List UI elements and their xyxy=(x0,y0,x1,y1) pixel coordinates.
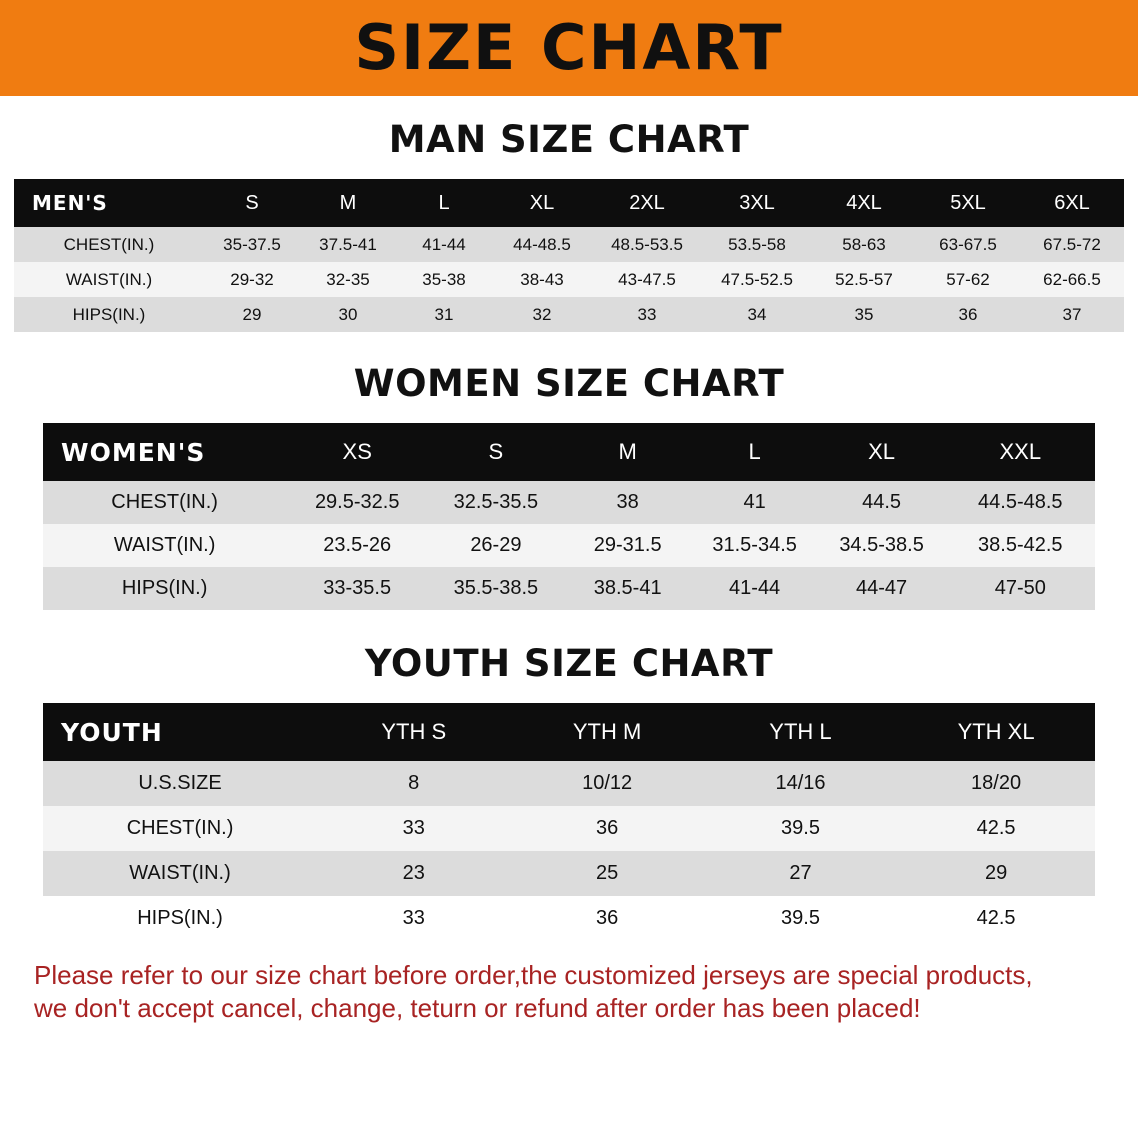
table-row xyxy=(43,896,1095,941)
women-header-s: S xyxy=(488,439,504,464)
men-header-4xl: 4XL xyxy=(846,191,882,214)
table-cell: 41-44 xyxy=(422,234,466,254)
table-cell: 32-35 xyxy=(326,269,370,289)
men-header-2xl: 2XL xyxy=(629,191,665,214)
table-cell: 38-43 xyxy=(520,269,564,289)
table-cell: 38 xyxy=(616,491,639,513)
table-cell: 44-48.5 xyxy=(513,234,571,254)
table-row xyxy=(43,806,1095,851)
youth-header-s: YTH S xyxy=(381,719,447,744)
table-cell: 36 xyxy=(595,817,619,839)
table-cell: 30 xyxy=(338,304,358,324)
table-cell: 25 xyxy=(595,862,619,884)
women-size-table xyxy=(43,423,1095,610)
table-header-row xyxy=(43,423,1095,481)
women-header-l: L xyxy=(748,439,761,464)
table-cell: 62-66.5 xyxy=(1043,269,1101,289)
women-section-title: WOMEN SIZE CHART xyxy=(353,362,785,405)
youth-header-m: YTH M xyxy=(572,719,642,744)
table-cell: 29.5-32.5 xyxy=(314,491,400,513)
table-cell: 48.5-53.5 xyxy=(611,234,683,254)
man-size-table xyxy=(14,179,1124,332)
table-cell: 63-67.5 xyxy=(939,234,997,254)
table-row xyxy=(43,851,1095,896)
page-banner xyxy=(0,0,1138,96)
table-cell: 32 xyxy=(532,304,552,324)
table-cell: 37.5-41 xyxy=(319,234,377,254)
table-cell: 53.5-58 xyxy=(728,234,786,254)
table-cell: 41-44 xyxy=(729,577,781,599)
men-header-6xl: 6XL xyxy=(1054,191,1090,214)
table-cell: 27 xyxy=(789,862,812,884)
table-cell: 44.5 xyxy=(862,491,902,513)
men-row-label-waist: WAIST(IN.) xyxy=(65,269,153,289)
table-cell: 39.5 xyxy=(781,817,820,839)
table-cell: 14/16 xyxy=(775,772,826,794)
men-row-label-chest: CHEST(IN.) xyxy=(63,234,155,254)
table-row xyxy=(14,227,1124,262)
women-row-label-waist: WAIST(IN.) xyxy=(113,534,216,556)
table-cell: 35-38 xyxy=(422,269,466,289)
table-cell: 29 xyxy=(242,304,262,324)
table-row xyxy=(43,481,1095,524)
table-cell: 67.5-72 xyxy=(1043,234,1101,254)
policy-note-line-2: we don't accept cancel, change, teturn or refund after order has been placed! xyxy=(34,993,921,1024)
table-cell: 38.5-42.5 xyxy=(978,534,1063,556)
table-cell: 23 xyxy=(402,862,425,884)
men-header-label: MEN'S xyxy=(32,191,108,215)
youth-row-label-waist: WAIST(IN.) xyxy=(129,862,231,884)
women-row-label-chest: CHEST(IN.) xyxy=(111,491,218,513)
youth-header-l: YTH L xyxy=(769,719,832,744)
youth-section-title: YOUTH SIZE CHART xyxy=(364,642,774,685)
table-cell: 57-62 xyxy=(946,269,990,289)
table-cell: 35.5-38.5 xyxy=(453,577,539,599)
table-cell: 31.5-34.5 xyxy=(712,534,797,556)
men-row-label-hips: HIPS(IN.) xyxy=(72,304,146,324)
table-row xyxy=(43,524,1095,567)
table-header-row xyxy=(14,179,1124,227)
youth-header-xl: YTH XL xyxy=(957,719,1035,744)
table-cell: 26-29 xyxy=(470,534,522,556)
table-cell: 29-31.5 xyxy=(593,534,662,556)
page-title: SIZE CHART xyxy=(354,11,784,84)
table-cell: 34 xyxy=(747,304,767,324)
table-cell: 29 xyxy=(984,862,1008,884)
men-header-3xl: 3XL xyxy=(739,191,775,214)
man-section-title: MAN SIZE CHART xyxy=(388,118,750,161)
policy-note xyxy=(34,959,1104,1026)
table-cell: 42.5 xyxy=(976,907,1016,929)
table-cell: 34.5-38.5 xyxy=(839,534,924,556)
table-cell: 18/20 xyxy=(971,772,1022,794)
youth-row-label-hips: HIPS(IN.) xyxy=(137,907,223,929)
women-header-label: WOMEN'S xyxy=(61,437,206,467)
women-header-m: M xyxy=(618,439,637,464)
table-cell: 35-37.5 xyxy=(223,234,281,254)
table-row xyxy=(14,262,1124,297)
table-cell: 43-47.5 xyxy=(618,269,676,289)
women-header-xs: XS xyxy=(342,439,372,464)
table-cell: 44.5-48.5 xyxy=(978,491,1063,513)
men-header-5xl: 5XL xyxy=(950,191,986,214)
table-cell: 33 xyxy=(637,304,657,324)
men-header-l: L xyxy=(438,191,450,214)
women-header-xl: XL xyxy=(868,439,896,464)
women-row-label-hips: HIPS(IN.) xyxy=(121,577,208,599)
men-header-xl: XL xyxy=(529,191,555,214)
table-row xyxy=(14,297,1124,332)
table-cell: 32.5-35.5 xyxy=(453,491,539,513)
table-cell: 33 xyxy=(402,817,425,839)
table-cell: 38.5-41 xyxy=(593,577,662,599)
table-row xyxy=(43,761,1095,806)
table-cell: 37 xyxy=(1062,304,1082,324)
men-header-m: M xyxy=(339,191,357,214)
table-cell: 42.5 xyxy=(976,817,1016,839)
table-cell: 58-63 xyxy=(842,234,886,254)
table-cell: 39.5 xyxy=(781,907,820,929)
table-cell: 10/12 xyxy=(582,772,633,794)
table-row xyxy=(43,567,1095,610)
women-header-xxl: XXL xyxy=(999,439,1042,464)
table-cell: 36 xyxy=(595,907,619,929)
table-cell: 31 xyxy=(434,304,454,324)
men-header-s: S xyxy=(245,191,259,214)
table-cell: 47-50 xyxy=(994,577,1046,599)
table-cell: 52.5-57 xyxy=(835,269,893,289)
table-cell: 41 xyxy=(743,491,766,513)
table-cell: 33-35.5 xyxy=(323,577,392,599)
table-cell: 47.5-52.5 xyxy=(721,269,793,289)
table-cell: 8 xyxy=(408,772,420,794)
table-cell: 35 xyxy=(854,304,874,324)
youth-row-label-chest: CHEST(IN.) xyxy=(126,817,234,839)
table-cell: 33 xyxy=(402,907,425,929)
policy-note-line-1: Please refer to our size chart before order,the customized jerseys are special products, xyxy=(34,960,1033,990)
table-cell: 29-32 xyxy=(230,269,274,289)
table-cell: 44-47 xyxy=(856,577,908,599)
table-header-row xyxy=(43,703,1095,761)
table-cell: 36 xyxy=(958,304,978,324)
youth-size-table xyxy=(43,703,1095,941)
table-cell: 23.5-26 xyxy=(323,534,392,556)
youth-header-label: YOUTH xyxy=(61,717,163,747)
youth-row-label-ussize: U.S.SIZE xyxy=(138,772,222,794)
